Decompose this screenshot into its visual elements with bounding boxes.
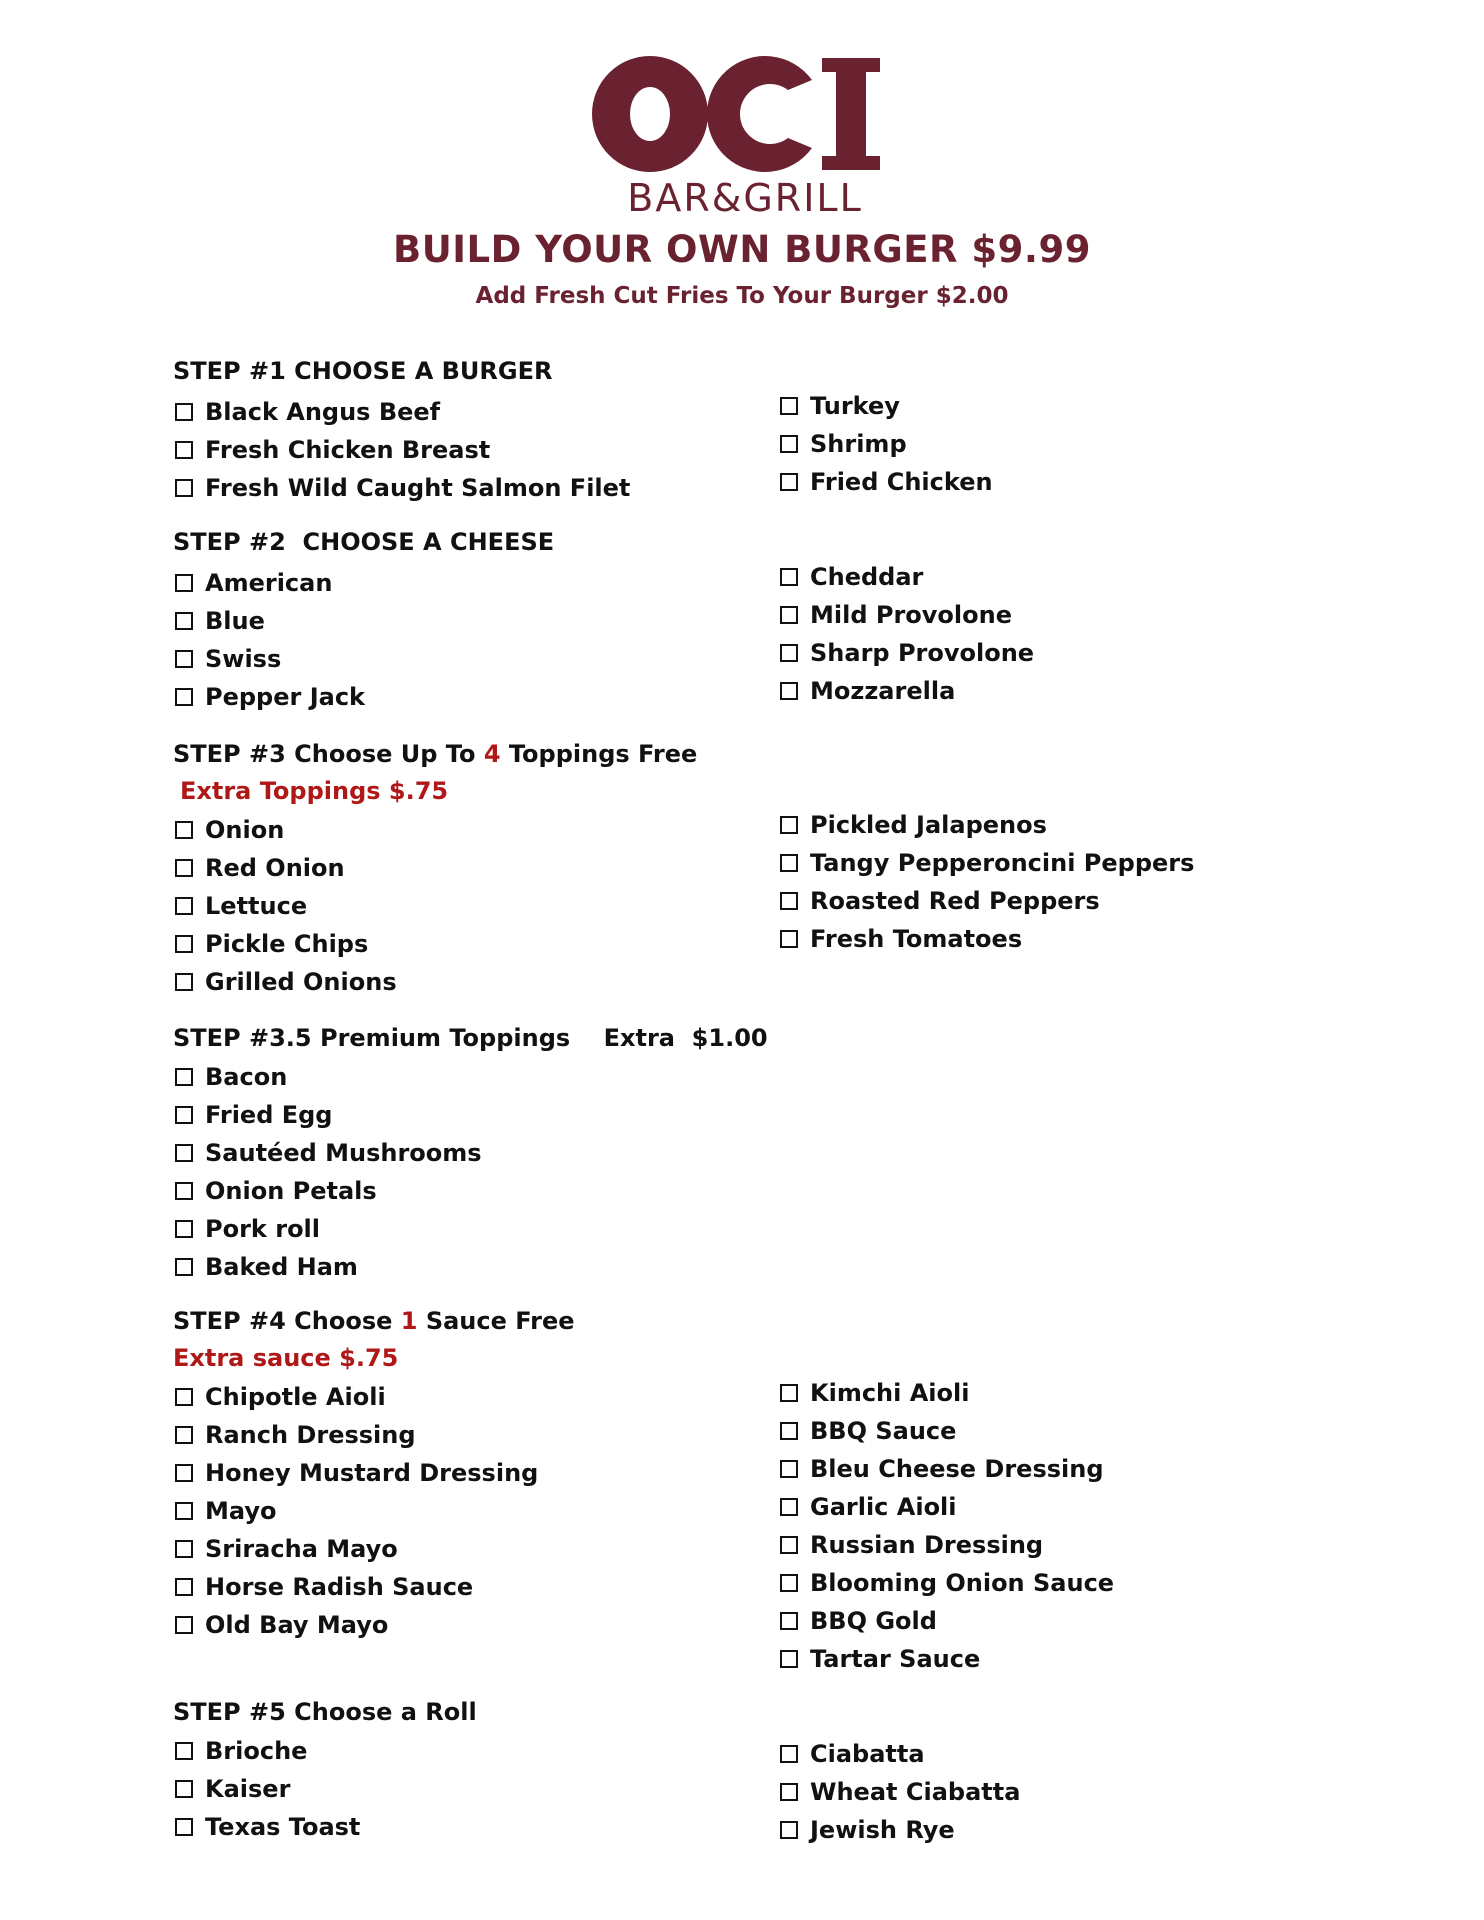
checkbox-icon[interactable] xyxy=(175,1426,193,1444)
option-label: Black Angus Beef xyxy=(205,398,441,426)
option-item[interactable] xyxy=(175,1732,735,1770)
option-label: Old Bay Mayo xyxy=(205,1611,389,1639)
option-item[interactable] xyxy=(780,1735,1340,1773)
option-label: Lettuce xyxy=(205,892,308,920)
option-label: Texas Toast xyxy=(205,1813,361,1841)
checkbox-icon[interactable] xyxy=(175,650,193,668)
checkbox-icon[interactable] xyxy=(780,854,798,872)
option-item[interactable] xyxy=(780,806,1340,844)
option-label: Mayo xyxy=(205,1497,277,1525)
option-item[interactable] xyxy=(175,1530,735,1568)
checkbox-icon[interactable] xyxy=(780,1536,798,1554)
option-item[interactable] xyxy=(175,1454,735,1492)
option-item[interactable] xyxy=(780,1564,1340,1602)
option-label: Red Onion xyxy=(205,854,345,882)
step1-right-options xyxy=(780,387,1340,501)
step2-left-options xyxy=(175,564,735,716)
step2-title: STEP #2 CHOOSE A CHEESE xyxy=(173,528,555,556)
option-label: Ranch Dressing xyxy=(205,1421,416,1449)
checkbox-icon[interactable] xyxy=(175,1144,193,1162)
option-label: Chipotle Aioli xyxy=(205,1383,386,1411)
checkbox-icon[interactable] xyxy=(175,574,193,592)
option-label: Onion xyxy=(205,816,285,844)
option-label: Pickle Chips xyxy=(205,930,369,958)
step5-left-options xyxy=(175,1732,735,1846)
option-item[interactable] xyxy=(780,1640,1340,1678)
menu-title: BUILD YOUR OWN BURGER $9.99 xyxy=(393,228,1091,271)
step35-title: STEP #3.5 Premium Toppings Extra $1.00 xyxy=(173,1024,768,1052)
option-item[interactable] xyxy=(175,1416,735,1454)
step1-left-options xyxy=(175,393,735,507)
option-label: Sautéed Mushrooms xyxy=(205,1139,482,1167)
option-label: Kimchi Aioli xyxy=(810,1379,970,1407)
option-item[interactable] xyxy=(175,849,735,887)
checkbox-icon[interactable] xyxy=(780,1745,798,1763)
option-item[interactable] xyxy=(175,640,735,678)
step4-extra-price: Extra sauce $.75 xyxy=(173,1344,399,1372)
checkbox-icon[interactable] xyxy=(175,688,193,706)
checkbox-icon[interactable] xyxy=(175,1464,193,1482)
checkbox-icon[interactable] xyxy=(780,1460,798,1478)
option-label: Baked Ham xyxy=(205,1253,358,1281)
option-item[interactable] xyxy=(175,1492,735,1530)
step5-title: STEP #5 Choose a Roll xyxy=(173,1698,477,1726)
checkbox-icon[interactable] xyxy=(780,1574,798,1592)
option-label: Russian Dressing xyxy=(810,1531,1044,1559)
checkbox-icon[interactable] xyxy=(780,930,798,948)
checkbox-icon[interactable] xyxy=(780,1422,798,1440)
option-item[interactable] xyxy=(175,1172,735,1210)
checkbox-icon[interactable] xyxy=(175,1388,193,1406)
checkbox-icon[interactable] xyxy=(175,1578,193,1596)
checkbox-icon[interactable] xyxy=(175,859,193,877)
checkbox-icon[interactable] xyxy=(175,821,193,839)
option-item[interactable] xyxy=(780,1488,1340,1526)
option-label: Cheddar xyxy=(810,563,924,591)
step3-free-count: 4 xyxy=(483,740,501,768)
option-item[interactable] xyxy=(175,811,735,849)
checkbox-icon[interactable] xyxy=(175,1616,193,1634)
checkbox-icon[interactable] xyxy=(780,1783,798,1801)
option-item[interactable] xyxy=(175,925,735,963)
option-item[interactable] xyxy=(780,463,1340,501)
option-item[interactable] xyxy=(780,596,1340,634)
checkbox-icon[interactable] xyxy=(780,397,798,415)
option-item[interactable] xyxy=(780,1450,1340,1488)
checkbox-icon[interactable] xyxy=(780,1612,798,1630)
option-item[interactable] xyxy=(175,564,735,602)
step5-right-options xyxy=(780,1735,1340,1849)
option-label: Fresh Tomatoes xyxy=(810,925,1023,953)
checkbox-icon[interactable] xyxy=(780,1821,798,1839)
checkbox-icon[interactable] xyxy=(780,606,798,624)
option-label: American xyxy=(205,569,333,597)
option-item[interactable] xyxy=(780,1602,1340,1640)
checkbox-icon[interactable] xyxy=(175,1220,193,1238)
option-label: Fried Chicken xyxy=(810,468,993,496)
checkbox-icon[interactable] xyxy=(175,1742,193,1760)
step35-options xyxy=(175,1058,735,1286)
checkbox-icon[interactable] xyxy=(175,1818,193,1836)
checkbox-icon[interactable] xyxy=(780,1650,798,1668)
option-item[interactable] xyxy=(780,882,1340,920)
option-item[interactable] xyxy=(175,393,735,431)
option-item[interactable] xyxy=(780,920,1340,958)
option-label: Pepper Jack xyxy=(205,683,366,711)
checkbox-icon[interactable] xyxy=(780,892,798,910)
option-label: Fried Egg xyxy=(205,1101,333,1129)
checkbox-icon[interactable] xyxy=(175,403,193,421)
option-label: Swiss xyxy=(205,645,282,673)
option-label: Horse Radish Sauce xyxy=(205,1573,474,1601)
checkbox-icon[interactable] xyxy=(780,1384,798,1402)
step4-title: STEP #4 Choose 1 Sauce Free xyxy=(173,1307,575,1335)
checkbox-icon[interactable] xyxy=(175,1780,193,1798)
option-item[interactable] xyxy=(780,672,1340,710)
checkbox-icon[interactable] xyxy=(780,816,798,834)
option-item[interactable] xyxy=(175,1378,735,1416)
option-item[interactable] xyxy=(175,1568,735,1606)
option-label: Ciabatta xyxy=(810,1740,925,1768)
option-label: BBQ Gold xyxy=(810,1607,937,1635)
option-label: Tangy Pepperoncini Peppers xyxy=(810,849,1195,877)
option-item[interactable] xyxy=(780,844,1340,882)
option-label: Wheat Ciabatta xyxy=(810,1778,1021,1806)
option-label: Fresh Chicken Breast xyxy=(205,436,491,464)
option-item[interactable] xyxy=(175,963,735,1001)
checkbox-icon[interactable] xyxy=(175,612,193,630)
option-label: Garlic Aioli xyxy=(810,1493,957,1521)
option-item[interactable] xyxy=(780,634,1340,672)
svg-text:BAR&GRILL: BAR&GRILL xyxy=(627,176,863,218)
option-item[interactable] xyxy=(175,431,735,469)
checkbox-icon[interactable] xyxy=(780,568,798,586)
step2-right-options xyxy=(780,558,1340,710)
checkbox-icon[interactable] xyxy=(780,644,798,662)
option-item[interactable] xyxy=(175,1606,735,1644)
option-item[interactable] xyxy=(780,1773,1340,1811)
option-label: Bleu Cheese Dressing xyxy=(810,1455,1104,1483)
option-item[interactable] xyxy=(175,678,735,716)
option-label: Mozzarella xyxy=(810,677,956,705)
checkbox-icon[interactable] xyxy=(780,435,798,453)
option-item[interactable] xyxy=(175,887,735,925)
checkbox-icon[interactable] xyxy=(780,682,798,700)
checkbox-icon[interactable] xyxy=(175,935,193,953)
option-item[interactable] xyxy=(175,602,735,640)
option-item[interactable] xyxy=(780,1526,1340,1564)
option-item[interactable] xyxy=(175,1808,735,1846)
step3-right-options xyxy=(780,806,1340,958)
checkbox-icon[interactable] xyxy=(175,441,193,459)
checkbox-icon[interactable] xyxy=(175,897,193,915)
step3-title: STEP #3 Choose Up To 4 Toppings Free xyxy=(173,740,698,768)
option-label: Bacon xyxy=(205,1063,288,1091)
option-label: Kaiser xyxy=(205,1775,291,1803)
option-item[interactable] xyxy=(175,469,735,507)
option-item[interactable] xyxy=(780,425,1340,463)
checkbox-icon[interactable] xyxy=(175,1258,193,1276)
option-item[interactable] xyxy=(175,1248,735,1286)
option-label: Brioche xyxy=(205,1737,308,1765)
option-item[interactable] xyxy=(175,1770,735,1808)
option-item[interactable] xyxy=(780,1811,1340,1849)
option-label: Tartar Sauce xyxy=(810,1645,981,1673)
option-label: Shrimp xyxy=(810,430,907,458)
option-item[interactable] xyxy=(780,1374,1340,1412)
step3-extra-price: Extra Toppings $.75 xyxy=(180,777,449,805)
step3-left-options xyxy=(175,811,735,1001)
option-label: Pickled Jalapenos xyxy=(810,811,1047,839)
option-label: Roasted Red Peppers xyxy=(810,887,1100,915)
checkbox-icon[interactable] xyxy=(175,1182,193,1200)
option-item[interactable] xyxy=(175,1134,735,1172)
option-label: BBQ Sauce xyxy=(810,1417,957,1445)
checkbox-icon[interactable] xyxy=(175,1068,193,1086)
option-item[interactable] xyxy=(175,1058,735,1096)
option-label: Pork roll xyxy=(205,1215,321,1243)
checkbox-icon[interactable] xyxy=(175,479,193,497)
option-label: Grilled Onions xyxy=(205,968,397,996)
option-label: Blooming Onion Sauce xyxy=(810,1569,1115,1597)
fries-addon-note: Add Fresh Cut Fries To Your Burger $2.00 xyxy=(475,283,1009,309)
step4-free-count: 1 xyxy=(400,1307,418,1335)
option-item[interactable] xyxy=(780,1412,1340,1450)
option-item[interactable] xyxy=(780,558,1340,596)
checkbox-icon[interactable] xyxy=(780,1498,798,1516)
checkbox-icon[interactable] xyxy=(175,973,193,991)
step1-title: STEP #1 CHOOSE A BURGER xyxy=(173,357,553,385)
option-item[interactable] xyxy=(175,1096,735,1134)
option-item[interactable] xyxy=(780,387,1340,425)
option-label: Honey Mustard Dressing xyxy=(205,1459,539,1487)
option-label: Sharp Provolone xyxy=(810,639,1035,667)
checkbox-icon[interactable] xyxy=(175,1502,193,1520)
option-label: Fresh Wild Caught Salmon Filet xyxy=(205,474,631,502)
checkbox-icon[interactable] xyxy=(175,1540,193,1558)
oci-bar-grill-logo xyxy=(580,28,910,218)
option-label: Turkey xyxy=(810,392,900,420)
option-label: Mild Provolone xyxy=(810,601,1012,629)
step4-right-options xyxy=(780,1374,1340,1678)
option-label: Jewish Rye xyxy=(810,1816,955,1844)
option-label: Sriracha Mayo xyxy=(205,1535,398,1563)
step4-left-options xyxy=(175,1378,735,1644)
checkbox-icon[interactable] xyxy=(780,473,798,491)
checkbox-icon[interactable] xyxy=(175,1106,193,1124)
option-label: Onion Petals xyxy=(205,1177,377,1205)
option-label: Blue xyxy=(205,607,265,635)
option-item[interactable] xyxy=(175,1210,735,1248)
